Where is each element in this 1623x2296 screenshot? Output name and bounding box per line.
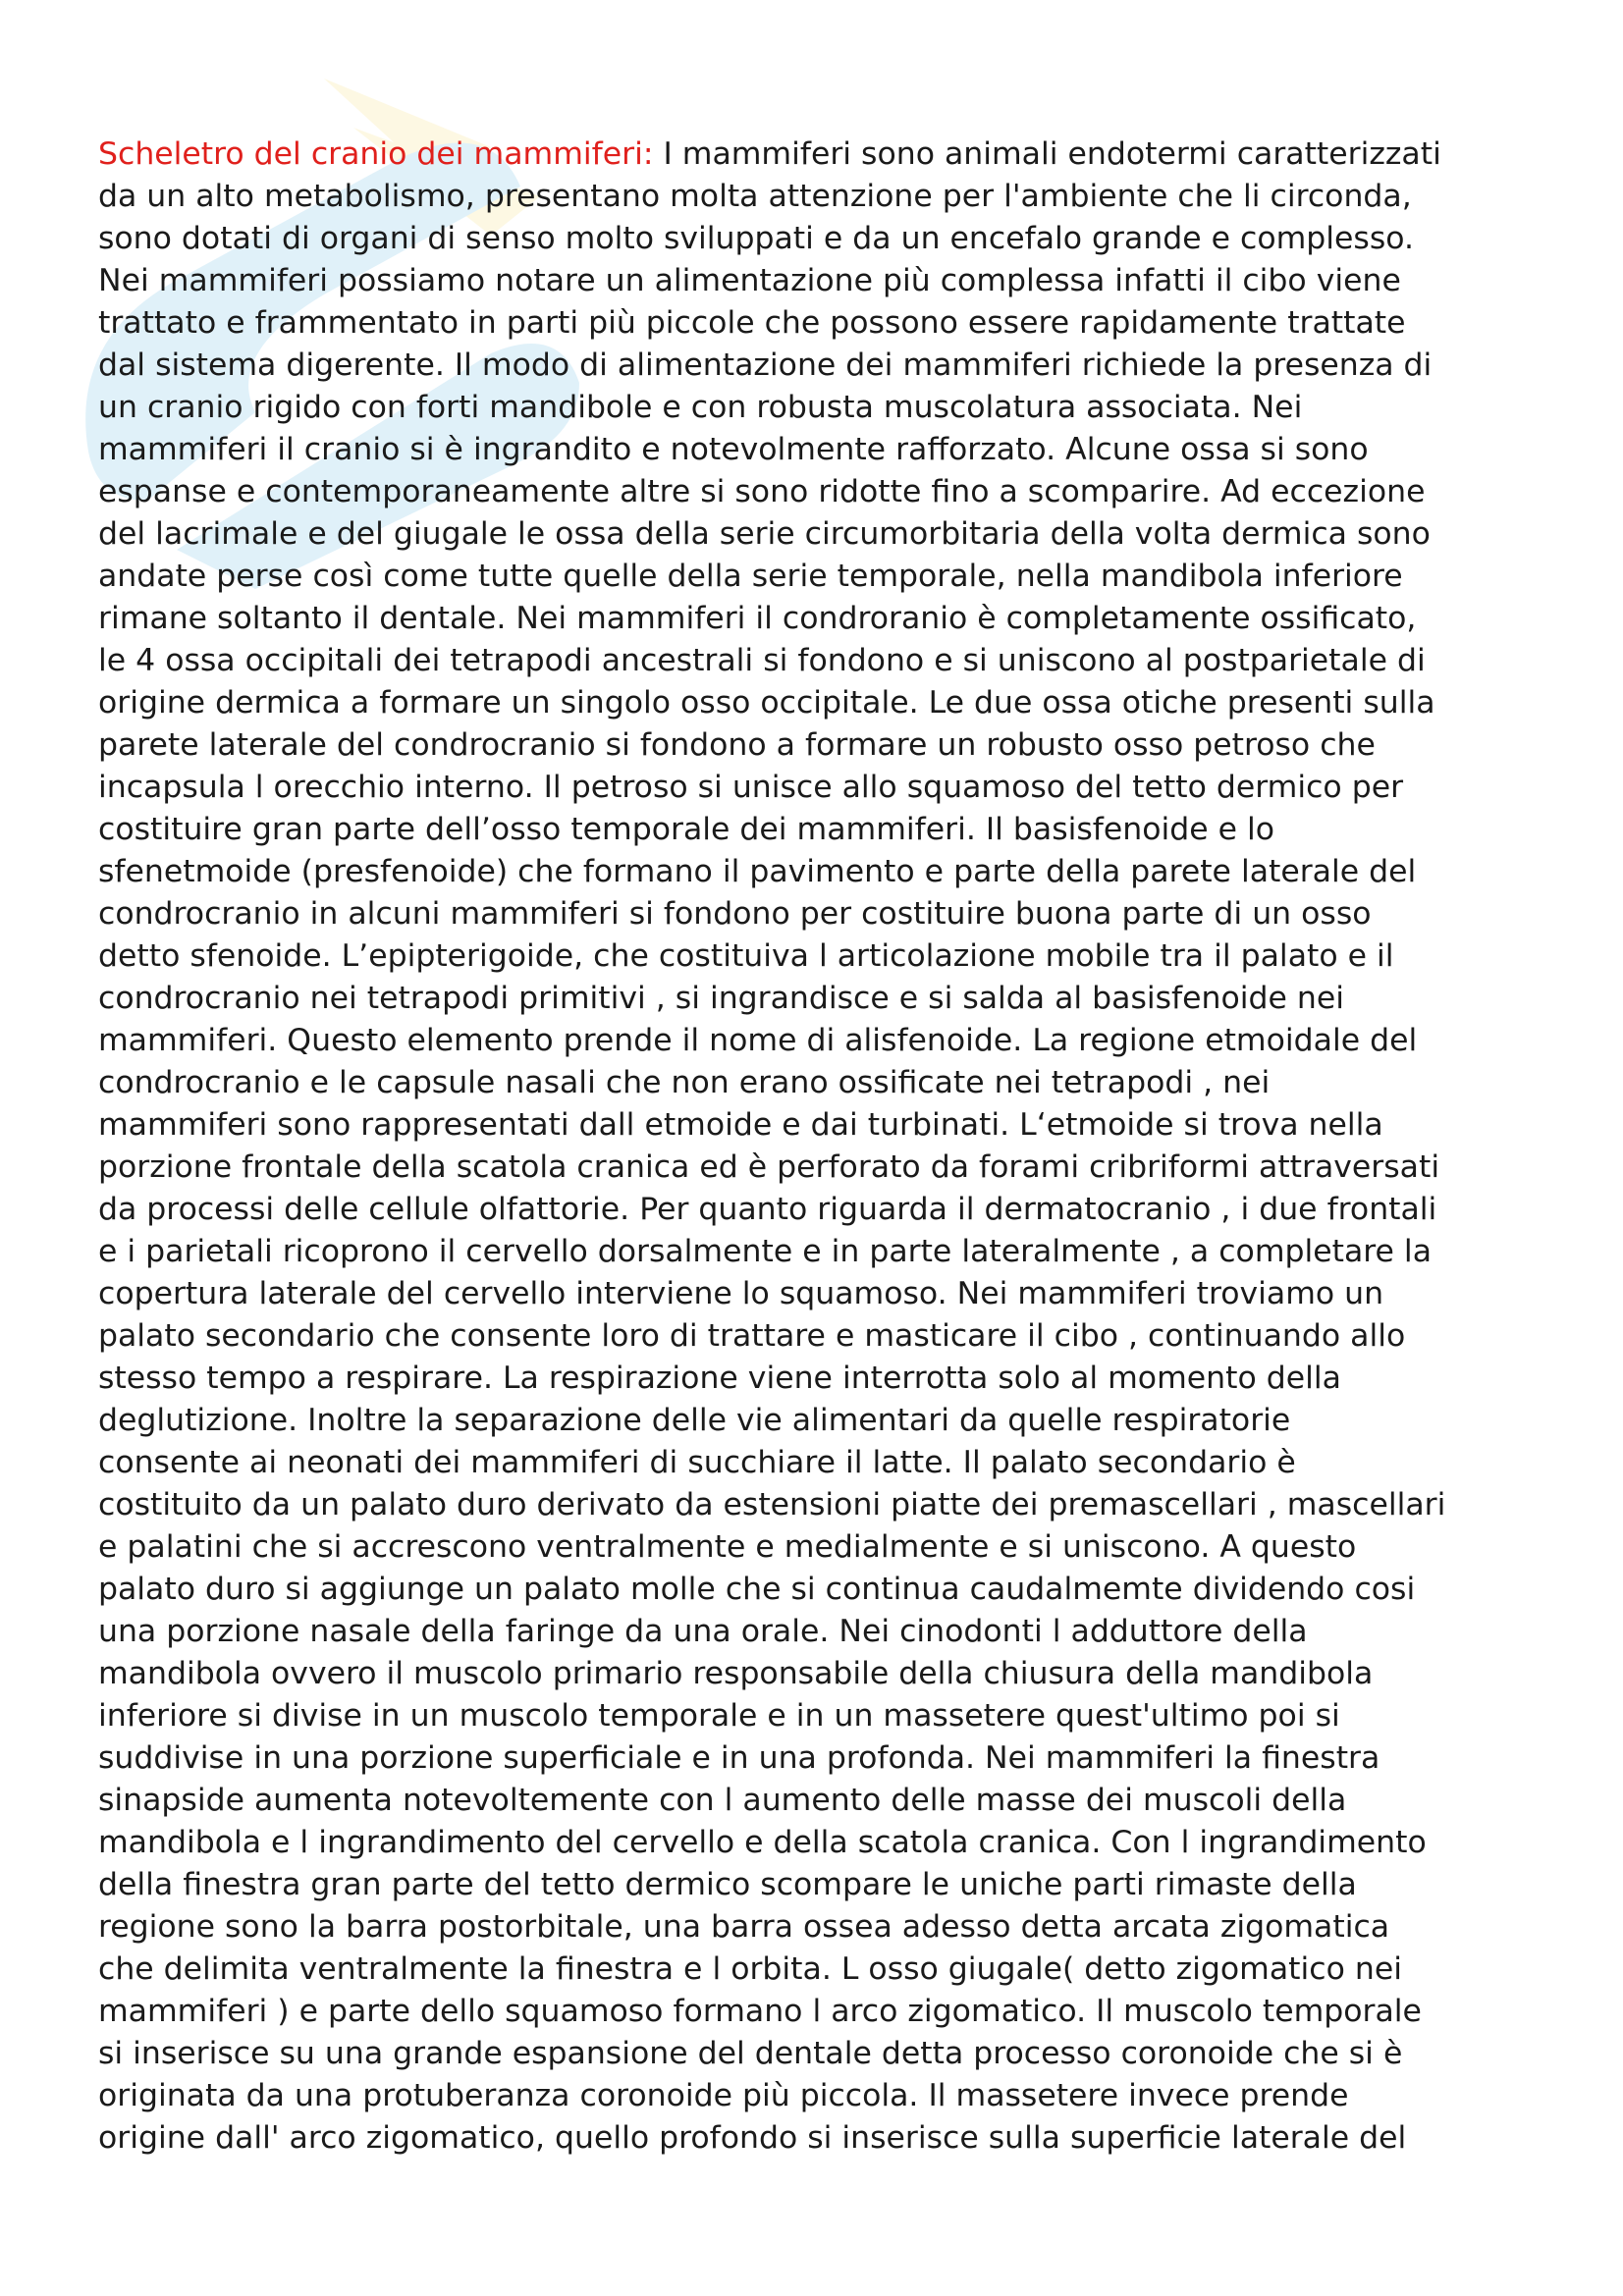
text-line: della finestra gran parte del tetto dermico scompare le uniche parti rimaste della: [98, 1867, 1357, 1902]
text-line: originata da una protuberanza coronoide più piccola. Il massetere invece prende: [98, 2078, 1349, 2113]
text-line: mammiferi. Questo elemento prende il nome di alisfenoide. La regione etmoidale del: [98, 1023, 1418, 1058]
text-line: palato secondario che consente loro di trattare e masticare il cibo , continuando allo: [98, 1318, 1406, 1354]
text-line: le 4 ossa occipitali dei tetrapodi ancestrali si fondono e si uniscono al postparietale di: [98, 643, 1426, 678]
text-line: mandibola ovvero il muscolo primario responsabile della chiusura della mandibola: [98, 1656, 1374, 1691]
text-line: inferiore si divise in un muscolo temporale e in un massetere quest'ultimo poi si: [98, 1698, 1340, 1734]
text-line: che delimita ventralmente la finestra e l orbita. L osso giugale( detto zigomatico nei: [98, 1951, 1402, 1987]
section-heading: Scheletro del cranio dei mammiferi:: [98, 136, 654, 172]
text-line: Nei mammiferi possiamo notare un alimentazione più complessa infatti il cibo viene: [98, 263, 1401, 298]
text-line: consente ai neonati dei mammiferi di succhiare il latte. Il palato secondario è: [98, 1445, 1296, 1480]
text-line: condrocranio nei tetrapodi primitivi , si ingrandisce e si salda al basisfenoide nei: [98, 981, 1344, 1016]
text-line: e i parietali ricoprono il cervello dorsalmente e in parte lateralmente , a completare la: [98, 1234, 1432, 1269]
text-line: un cranio rigido con forti mandibole e con robusta muscolatura associata. Nei: [98, 390, 1303, 425]
text-line: una porzione nasale della faringe da una orale. Nei cinodonti l adduttore della: [98, 1614, 1308, 1649]
text-line: costituire gran parte dell’osso temporale dei mammiferi. Il basisfenoide e lo: [98, 812, 1275, 847]
text-line: [98, 133, 1542, 176]
text-line: mandibola e l ingrandimento del cervello e della scatola cranica. Con l ingrandimento: [98, 1825, 1427, 1860]
text-line: stesso tempo a respirare. La respirazione viene interrotta solo al momento della: [98, 1361, 1341, 1396]
text-line: mammiferi sono rappresentati dall etmoide e dai turbinati. L‘etmoide si trova nella: [98, 1107, 1383, 1143]
text-line: sfenetmoide (presfenoide) che formano il pavimento e parte della parete laterale del: [98, 854, 1417, 889]
text-line: detto sfenoide. L’epipterigoide, che costituiva l articolazione mobile tra il palato e il: [98, 938, 1394, 974]
text-line: del lacrimale e del giugale le ossa della serie circumorbitaria della volta dermica sono: [98, 516, 1431, 552]
text-line: costituito da un palato duro derivato da estensioni piatte dei premascellari , mascellari: [98, 1487, 1446, 1522]
text-line: da un alto metabolismo, presentano molta attenzione per l'ambiente che li circonda,: [98, 179, 1412, 214]
text-line: trattato e frammentato in parti più piccole che possono essere rapidamente trattate: [98, 305, 1406, 341]
text-line: sono dotati di organi di senso molto sviluppati e da un encefalo grande e complesso.: [98, 221, 1414, 256]
text-line: origine dall' arco zigomatico, quello profondo si inserisce sulla superficie laterale del: [98, 2120, 1407, 2156]
document-body: [98, 133, 1542, 2160]
text-line: palato duro si aggiunge un palato molle che si continua caudalmemte dividendo cosi: [98, 1572, 1416, 1607]
text-line: condrocranio e le capsule nasali che non erano ossificate nei tetrapodi , nei: [98, 1065, 1271, 1100]
text-line: parete laterale del condrocranio si fondono a formare un robusto osso petroso che: [98, 727, 1376, 763]
text-line: copertura laterale del cervello interviene lo squamoso. Nei mammiferi troviamo un: [98, 1276, 1384, 1311]
text-line-content: I mammiferi sono animali endotermi caratterizzati: [653, 136, 1441, 172]
text-line: e palatini che si accrescono ventralmente e medialmente e si uniscono. A questo: [98, 1529, 1357, 1565]
text-line: dal sistema digerente. Il modo di alimentazione dei mammiferi richiede la presenza di: [98, 347, 1433, 383]
text-line: regione sono la barra postorbitale, una barra ossea adesso detta arcata zigomatica: [98, 1909, 1390, 1945]
text-line: andate perse così come tutte quelle della serie temporale, nella mandibola inferiore: [98, 559, 1403, 594]
text-line: sinapside aumenta notevoltemente con l aumento delle masse dei muscoli della: [98, 1783, 1347, 1818]
text-line: mammiferi il cranio si è ingrandito e notevolmente rafforzato. Alcune ossa si sono: [98, 432, 1369, 467]
text-line: da processi delle cellule olfattorie. Per quanto riguarda il dermatocranio , i due frontali: [98, 1192, 1437, 1227]
text-line: deglutizione. Inoltre la separazione delle vie alimentari da quelle respiratorie: [98, 1403, 1291, 1438]
text-line: origine dermica a formare un singolo osso occipitale. Le due ossa otiche presenti sulla: [98, 685, 1435, 721]
text-line: porzione frontale della scatola cranica ed è perforato da forami cribriformi attraversati: [98, 1149, 1440, 1185]
text-line: mammiferi ) e parte dello squamoso formano l arco zigomatico. Il muscolo temporale: [98, 1994, 1422, 2029]
text-line: espanse e contemporaneamente altre si sono ridotte fino a scomparire. Ad eccezione: [98, 474, 1426, 509]
text-line: incapsula l orecchio interno. Il petroso si unisce allo squamoso del tetto dermico per: [98, 770, 1404, 805]
text-line: si inserisce su una grande espansione del dentale detta processo coronoide che si è: [98, 2036, 1403, 2071]
text-line: suddivise in una porzione superficiale e in una profonda. Nei mammiferi la finestra: [98, 1740, 1380, 1776]
text-line: condrocranio in alcuni mammiferi si fondono per costituire buona parte di un osso: [98, 896, 1372, 932]
text-line: rimane soltanto il dentale. Nei mammiferi il condroranio è completamente ossificato,: [98, 601, 1417, 636]
